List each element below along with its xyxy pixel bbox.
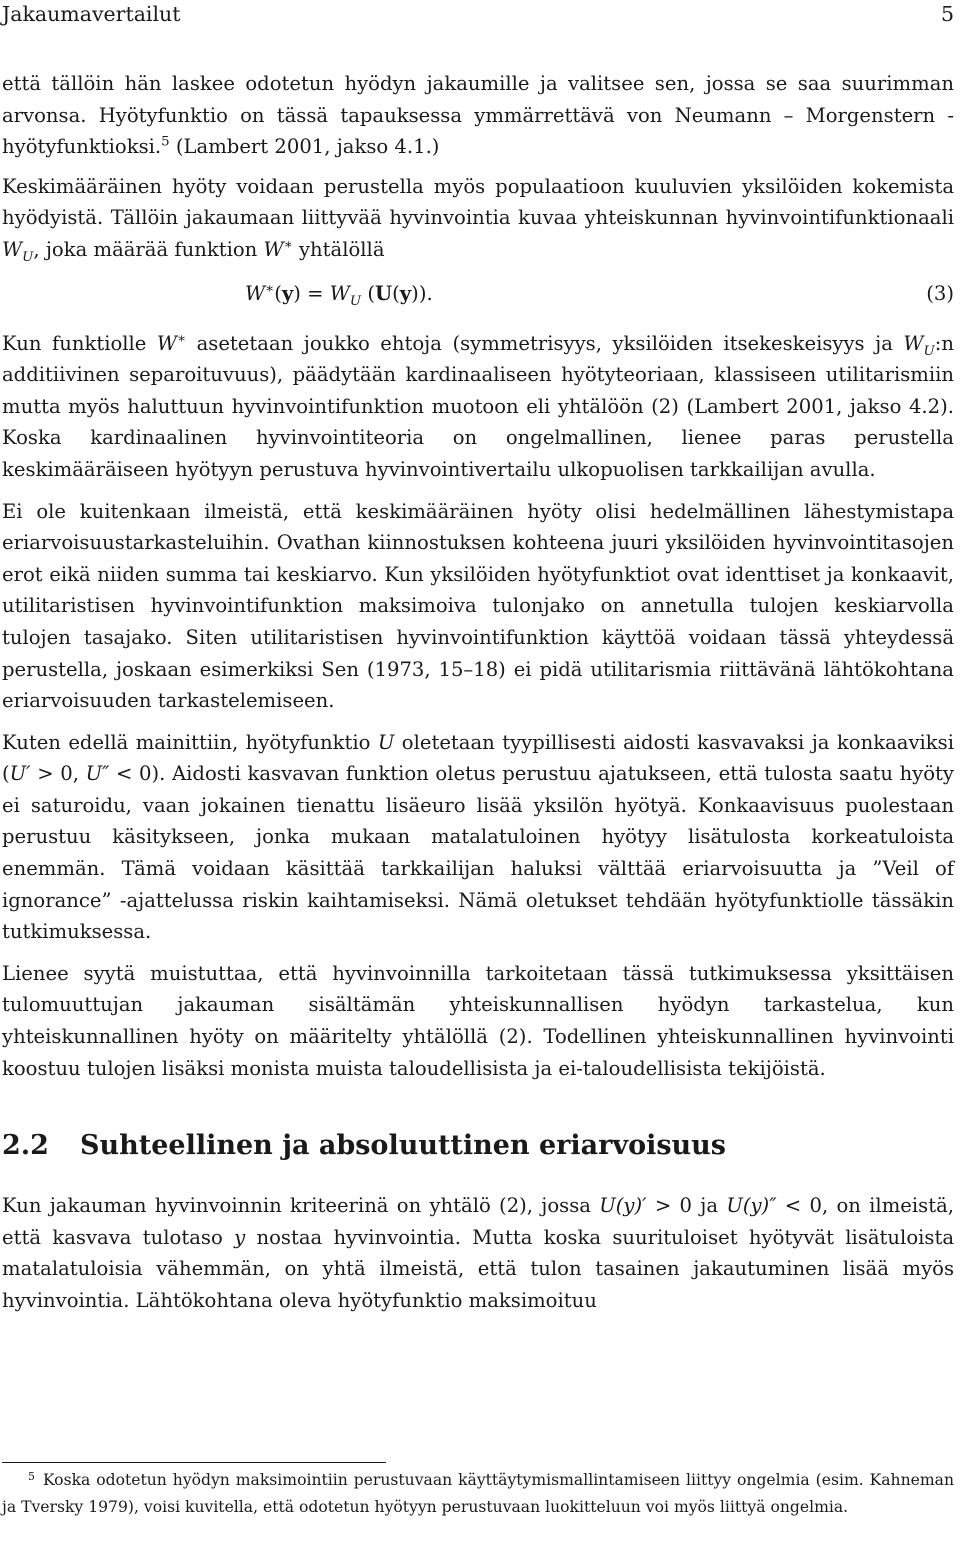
equation-3 xyxy=(2,270,954,320)
paragraph-5a: Kuten edellä mainittiin, hyötyfunktio xyxy=(2,730,378,754)
paragraph-6: Lienee syytä muistuttaa, että hyvinvoinnilla tarkoitetaan tässä tutkimuksessa yksittäisen tulomuuttujan jakauman sisältämän yhteiskunnallisen hyödyn tarkastelua, kun yhteiskunnallinen hyöty on määritelty yhtälöllä (2). Todellinen yhteiskunnallinen hyvinvointi koostuu tulojen lisäksi monista muista taloudellisista ja ei-taloudellisista tekijöistä. xyxy=(2,961,954,1080)
paragraph-3b: asetetaan joukko ehtoja (symmetrisyys, yksilöiden itsekeskeisyys ja xyxy=(186,331,904,355)
paragraph-2b: , joka määrää funktion xyxy=(33,237,264,261)
paragraph-7c: < 0, on ilmeistä, että kasvava tulotaso xyxy=(2,1194,954,1249)
math-W-U-2: $W_U$ xyxy=(903,331,935,359)
math-W-U: $W_U$ xyxy=(2,237,34,265)
paragraph-2 xyxy=(2,171,954,266)
section-heading xyxy=(2,1128,954,1164)
math-U: U xyxy=(377,730,395,754)
paragraph-5c: > 0, xyxy=(30,762,86,786)
math-Uy-dprime: U(y)″ xyxy=(726,1194,777,1218)
footnote-mark: 5 xyxy=(28,1470,35,1484)
paragraph-2c: yhtälöllä xyxy=(292,237,385,261)
footnote-ref-5: 5 xyxy=(161,134,170,150)
paragraph-7b: > 0 ja xyxy=(646,1194,727,1218)
equation-number: (3) xyxy=(926,281,954,305)
math-y: y xyxy=(234,1225,246,1249)
paragraph-1 xyxy=(2,68,954,163)
paragraph-7a: Kun jakauman hyvinvoinnin kriteerinä on yhtälö (2), jossa xyxy=(2,1194,600,1218)
page-number: 5 xyxy=(940,2,954,26)
paragraph-1-text: että tällöin hän laskee odotetun hyödyn jakaumille ja valitsee sen, jossa se saa suurimman arvonsa. Hyötyfunktio on tässä tapauksessa ymmärrettävä von Neumann – Morgenstern -hyötyfunktioksi. xyxy=(2,72,954,159)
math-W-star: W∗ xyxy=(263,237,293,261)
paragraph-7d: nostaa hyvinvointia. Mutta koska suurituloiset hyötyvät lisätuloista matalatuloisia vähemmän, on yhtä ilmeistä, että tulon tasainen jakautuminen lisää myös hyvinvointia. Lähtökohtana oleva hyötyfunktio maksimoituu xyxy=(2,1225,954,1312)
footnote-rule xyxy=(2,1462,386,1463)
math-Uy-prime: U(y)′ xyxy=(599,1194,647,1218)
paragraph-4: Ei ole kuitenkaan ilmeistä, että keskimääräinen hyöty olisi hedelmällinen lähestymistapa eriarvoisuustarkasteluihin. Ovathan kiinnostuksen kohteena juuri yksilöiden hyvinvointitasojen erot eikä niiden summa tai keskiarvo. Kun yksilöiden hyötyfunktiot ovat identtiset ja konkaavit, utilitaristisen hyvinvointifunktion maksimoiva tulonjako on annetulla tulojen keskiarvolla tulojen tasajako. Siten utilitaristisen hyvinvointifunktion käyttöä voidaan tässä yhteydessä perustella, joskaan esimerkiksi Sen (1973, 15–18) ei pidä utilitarismia riittävänä lähtökohtana eriarvoisuuden tarkastelemiseen. xyxy=(2,499,954,713)
section-title: Suhteellinen ja absoluuttinen eriarvoisuus xyxy=(80,1130,726,1162)
paragraph-1-end: (Lambert 2001, jakso 4.1.) xyxy=(169,135,440,159)
math-U-dprime: U″ xyxy=(85,762,110,786)
paragraph-3 xyxy=(2,328,954,486)
footnote-text: Koska odotetun hyödyn maksimointiin perustuvaan käyttäytymismallintamiseen liittyy ongelmia (esim. Kahneman ja Tversky 1979), voisi kuvitella, että odotetun hyötyyn perustuvaan luokitteluun voi myös liittyä ongelmia. xyxy=(2,1471,954,1516)
paragraph-7 xyxy=(2,1190,954,1316)
math-W-star-2: W∗ xyxy=(156,331,187,355)
math-U-prime: U′ xyxy=(9,762,31,786)
body-text xyxy=(2,68,954,1327)
running-head xyxy=(2,0,954,28)
paragraph-5b: oletetaan tyypillisesti aidosti kasvavaksi ja konkaaviksi ( xyxy=(2,730,954,786)
section-number: 2.2 xyxy=(2,1130,49,1162)
paragraph-2a: Keskimääräinen hyöty voidaan perustella myös populaatioon kuuluvien yksilöiden kokemista hyödyistä. Tällöin jakaumaan liittyvää hyvinvointia kuvaa yhteiskunnan hyvinvointifunktionaali xyxy=(2,174,954,230)
running-title: Jakaumavertailut xyxy=(2,2,181,26)
footnote-5 xyxy=(2,1467,954,1520)
equation-body: $W^∗(y) = W_U$ (U(y)). xyxy=(245,281,433,309)
paragraph-5d: < 0). Aidosti kasvavan funktion oletus perustuu ajatukseen, että tulosta saatu hyöty ei saturoidu, vaan jokainen tienattu lisäeuro lisää yksilön hyötyä. Konkaavisuus puolestaan perustuu käsitykseen, jonka mukaan matalatuloinen hyötyy lisätulosta korkeatuloista enemmän. Tämä voidaan käsittää tarkkailijan haluksi välttää eriarvoisuutta ja ”Veil of ignorance” -ajattelussa riskin kaihtamiseksi. Nämä oletukset tehdään hyötyfunktiolle tässäkin tutkimuksessa. xyxy=(2,762,954,944)
paragraph-3c: :n additiivinen separoituvuus), päädytään kardinaaliseen hyötyteoriaan, klassiseen utilitarismiin mutta myös haluttuun hyvinvointifunktion muotoon eli yhtälöön (2) (Lambert 2001, jakso 4.2). Koska kardinaalinen hyvinvointiteoria on ongelmallinen, lienee paras perustella keskimääräiseen hyötyyn perustuva hyvinvointivertailu ulkopuolisen tarkkailijan avulla. xyxy=(2,331,954,481)
paragraph-3a: Kun funktiolle xyxy=(2,331,157,355)
paragraph-5 xyxy=(2,727,954,948)
